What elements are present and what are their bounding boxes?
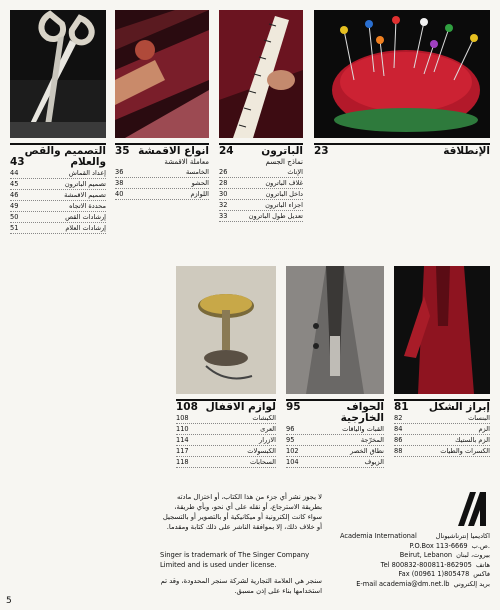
section-title: إبراز الشكل	[428, 401, 490, 413]
copyright-notice: لا يجوز نشر أي جزء من هذا الكتاب، أو اختزال مادته بطريقة الاسترجاع، أو نقله على أي نحو، وبأي طريقة، سواء كانت إلكترونية أو ميكانيكية أو بالتصوير أو بالتسجيل أو خلاف ذلك، إلا بموافقة الناشر على ذلك كتابة ومقدما.	[162, 493, 322, 531]
toc-row: السحابات 118	[176, 458, 276, 466]
email-en: E-mail academia@dm.net.lb	[356, 579, 450, 588]
photo-tracing-wheel	[176, 266, 276, 394]
section-page-number: 81	[394, 401, 409, 413]
toc-row: القبات والياقات 96	[286, 425, 384, 433]
toc-row: تصميم الاقمشة 46	[10, 191, 106, 199]
toc-row: الحشو 38	[115, 179, 209, 187]
publisher-info	[340, 532, 490, 590]
pobox-en: P.O.Box 113-6669	[409, 541, 468, 550]
photo-pincushion	[314, 10, 490, 138]
email-ar: بريد إلكتروني	[453, 579, 490, 588]
photo-tape-measure	[219, 10, 303, 138]
trademark-notice-ar: سنجر هي العلامة التجارية لشركة سنجر المحدودة، وقد تم استخدامها بناء على إذن مسبق.	[160, 577, 322, 595]
section-page-number: 108	[176, 401, 198, 413]
photo-red-garment	[394, 266, 490, 394]
toc-row: تعديل طول الباترون 33	[219, 212, 303, 220]
section-title: لوازم الاقفال	[205, 401, 276, 413]
toc-row: غلاف الباترون 28	[219, 179, 303, 187]
toc-row: الزم بالستيك 86	[394, 436, 490, 444]
section-title: التصميم والقص والعلام	[24, 145, 106, 168]
toc-row: نطاق الخصر 102	[286, 447, 384, 455]
publisher-name-en: Academia International	[340, 532, 417, 540]
section-design	[10, 143, 106, 234]
photo-jacket-detail	[286, 266, 384, 394]
section-title: الباترون	[261, 145, 303, 157]
page-number: 5	[6, 596, 12, 606]
toc-row: تصميم الباترون 45	[10, 180, 106, 188]
tel-ar: هاتف	[475, 560, 490, 569]
publisher-logo-icon	[456, 492, 490, 526]
publisher-name-ar: اكاديميا إنترناشيونال	[435, 532, 490, 540]
toc-row: الإناث 26	[219, 168, 303, 176]
toc-row: إرشادات القص 50	[10, 213, 106, 221]
section-page-number: 35	[115, 145, 130, 157]
toc-row: الزم 84	[394, 425, 490, 433]
section-title: الإنطلاقة	[443, 145, 490, 157]
section-subtitle: نماذج الجسم	[265, 158, 303, 166]
section-page-number: 95	[286, 401, 301, 413]
toc-row: اللوازم 40	[115, 190, 209, 198]
photo-fabric-rolls	[115, 10, 209, 138]
pobox-ar: ص.ب.	[471, 541, 490, 550]
toc-row: الخامسة 36	[115, 168, 209, 176]
section-title: الحواف الخارجية	[340, 401, 384, 424]
section-page-number: 23	[314, 145, 329, 157]
section-intro	[314, 143, 490, 157]
city-en: Beirut, Lebanon	[399, 551, 453, 560]
section-fabrics	[115, 143, 209, 200]
section-title: انواع الاقمشة	[138, 145, 209, 157]
toc-row: إعداد القماش 44	[10, 169, 106, 177]
fax-ar: فاكس	[473, 570, 490, 579]
photo-scissors	[10, 10, 106, 138]
section-page-number: 43	[10, 156, 25, 168]
section-outer-edges	[286, 399, 384, 468]
toc-row: محددة الاتجاه 49	[10, 202, 106, 210]
toc-row: داخل الباترون 30	[219, 190, 303, 198]
fax-en: Fax (00961 1)805478	[398, 570, 470, 579]
tel-en: Tel 800832-800811-862905	[380, 560, 472, 569]
section-page-number: 24	[219, 145, 234, 157]
toc-row: الازرار 114	[176, 436, 276, 444]
section-shape	[394, 399, 490, 457]
toc-row: الزيوف 104	[286, 458, 384, 466]
section-subtitle: معاملة الاقمشة	[164, 158, 209, 166]
toc-row: البنسات 82	[394, 414, 490, 422]
toc-row: الكبسولات 117	[176, 447, 276, 455]
toc-row: إرشادات العلام 51	[10, 224, 106, 232]
section-pattern	[219, 143, 303, 222]
toc-row: الكسرات والطيات 88	[394, 447, 490, 455]
toc-row: اجزاء الباترون 32	[219, 201, 303, 209]
toc-row: الكبشات 108	[176, 414, 276, 422]
toc-row: المخرّجة 95	[286, 436, 384, 444]
section-closures	[176, 399, 276, 468]
toc-row: العرى 110	[176, 425, 276, 433]
trademark-notice-en: Singer is trademark of The Singer Company Limited and is used under license.	[160, 551, 310, 569]
city-ar: بيروت، لبنان	[456, 551, 490, 560]
